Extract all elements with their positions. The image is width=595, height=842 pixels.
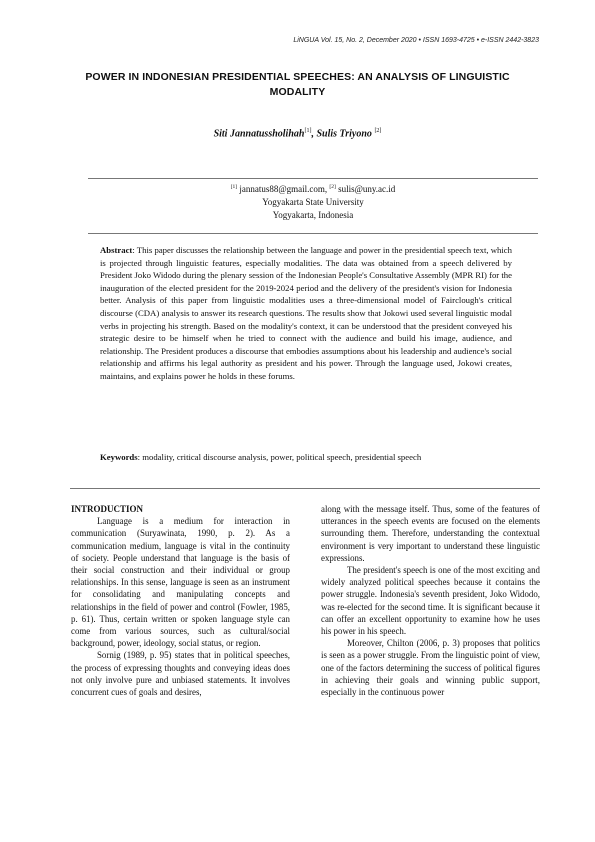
divider bbox=[88, 178, 538, 179]
author-separator: , bbox=[311, 128, 317, 140]
keywords bbox=[100, 451, 512, 464]
body-paragraph: The president's speech is one of the most exciting and widely analyzed political speeches because it contains the power struggle. Indonesia's seventh president, Joko Widodo, was re-elected for the second time. It is significant because it can offer an excellent opportunity to examine how he uses his power in his speech. bbox=[321, 565, 540, 637]
email-address: sulis@uny.ac.id bbox=[338, 184, 396, 194]
affiliation-block bbox=[88, 181, 538, 222]
author-mark: [1] bbox=[304, 128, 312, 134]
author-name: Sulis Triyono bbox=[316, 128, 372, 140]
body-column-left bbox=[71, 503, 290, 698]
divider bbox=[88, 233, 538, 234]
institution: Yogyakarta State University bbox=[262, 197, 364, 207]
body-paragraph: Moreover, Chilton (2006, p. 3) proposes that politics is seen as a power struggle. From the linguistic point of view, one of the factors determining the success of political figures in achieving their goals and winning public support, especially in the continuous power bbox=[321, 638, 540, 698]
email-address: jannatus88@gmail.com, bbox=[239, 184, 328, 194]
paper-title: POWER IN INDONESIAN PRESIDENTIAL SPEECHES: AN ANALYSIS OF LINGUISTIC MODALITY bbox=[85, 71, 510, 98]
divider bbox=[70, 488, 540, 489]
author-name: Siti Jannatussholihah bbox=[213, 128, 305, 140]
email-line bbox=[88, 181, 538, 196]
abstract-label: Abstract bbox=[100, 245, 133, 255]
location: Yogyakarta, Indonesia bbox=[272, 210, 354, 220]
email-mark: [1] bbox=[230, 184, 238, 190]
abstract-text: : This paper discusses the relationship between the language and power in the presidential speech text, which is projected through linguistic features, especially modalities. The data was obtained from a speech delivered by President Joko Widodo during the plenary session of the Indonesian People's Consultative Assembly (MPR RI) for the inauguration of the elected president for the 2019-2024 period and the delivery of the president's vision for Indonesia better. Analysis of this paper from linguistic modalities uses a three-dimensional model of Fairclough's critical discourse (CDA) analysis to answer its research questions. The results show that Jokowi used several linguistic modal verbs in projecting his strength. Based on the modality's context, it can be understood that the president conveyed his strategic desire to be himself when he tried to connect with the audience and build his image, audience, and relationship. The President produces a discourse that embodies assumptions about his leadership and audience's social relationship and affirms his legal authority as president and his power. Through the language used, Jokowi creates, maintains, and explains power he holds in these forums. bbox=[100, 245, 512, 381]
author-mark: [2] bbox=[374, 128, 382, 134]
running-head: LiNGUA Vol. 15, No. 2, December 2020 • ISSN 1693-4725 • e-ISSN 2442-3823 bbox=[293, 37, 539, 44]
body-paragraph: Sornig (1989, p. 95) states that in political speeches, the process of expressing thoughts and conveying ideas does not only involve pure and unbiased statements. It involves concurrent cues of goals and desires, bbox=[71, 650, 290, 698]
section-heading: INTRODUCTION bbox=[71, 504, 144, 514]
keywords-label: Keywords bbox=[100, 452, 138, 462]
email-mark: [2] bbox=[329, 184, 336, 190]
abstract bbox=[100, 244, 512, 383]
keywords-text: : modality, critical discourse analysis, power, political speech, presidential speech bbox=[137, 452, 422, 462]
body-paragraph: along with the message itself. Thus, some of the features of utterances in the speech events are focused on the elements surrounding them. Therefore, understanding the contextual environment is very important to understand these linguistic expressions. bbox=[321, 504, 540, 563]
author-line bbox=[60, 128, 535, 139]
body-paragraph: Language is a medium for interaction in communication (Suryawinata, 1990, p. 2). As a communication medium, language is vital in the continuity of society. People understand that language is the basis of their social construction and their individual or group relationships. In this sense, language is seen as an instrument for consolidating and manipulating concepts and relationships in the field of power and control (Fowler, 1985, p. 61). Thus, certain written or spoken language style can come from various sources, such as cultural/social background, power, ideology, social status, or region. bbox=[71, 516, 290, 649]
body-column-right bbox=[321, 503, 540, 698]
